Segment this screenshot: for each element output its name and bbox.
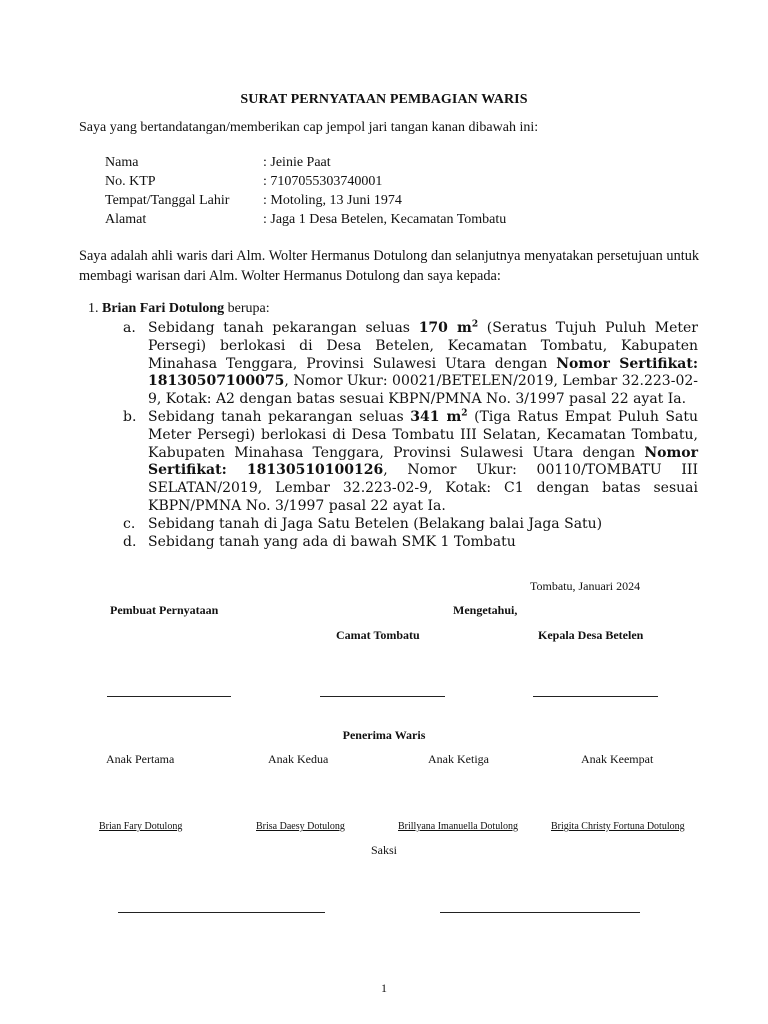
heir-signature-name-1: Brian Fary Dotulong <box>99 821 183 832</box>
area-exponent: 2 <box>461 408 468 419</box>
signature-line-saksi-2 <box>440 912 640 913</box>
signature-line-camat <box>320 696 445 697</box>
intro-sentence: Saya yang bertandatangan/memberikan cap jempol jari tangan kanan dibawah ini: <box>79 120 539 135</box>
identity-label: Nama <box>105 155 139 170</box>
mengetahui-label: Mengetahui, <box>453 603 518 617</box>
saksi-label: Saksi <box>370 843 397 857</box>
identity-label: Tempat/Tanggal Lahir <box>105 193 230 208</box>
identity-label: No. KTP <box>105 174 156 189</box>
item-text: Sebidang tanah pekarangan seluas <box>148 408 411 425</box>
penerima-waris-heading: Penerima Waris <box>342 728 426 742</box>
document-title: SURAT PERNYATAAN PEMBAGIAN WARIS <box>240 92 528 107</box>
heir-signature-name-2: Brisa Daesy Dotulong <box>256 821 345 832</box>
item-text: Sebidang tanah pekarangan seluas <box>148 320 419 336</box>
item-text: (Tiga Ratus Empat Puluh Satu Meter Persegi) berlokasi di Desa Tombatu III Selatan, Kecamatan Tombatu, Kabupaten Minahasa Tenggara, Provinsi Sulawesi Utara dengan <box>148 408 698 461</box>
area-number: 170 m <box>418 320 472 336</box>
signature-line-pembuat <box>107 696 231 697</box>
kepala-desa-label: Kepala Desa Betelen <box>538 628 644 642</box>
inheritance-items <box>123 320 698 551</box>
item-letter: d. <box>123 533 137 550</box>
item-text: , Nomor Ukur: 00021/BETELEN/2019, Lembar 32.223-02-9, Kotak: A2 dengan batas sesuai KBPN/PMNA No. 3/1997 pasal 22 ayat Ia. <box>148 373 698 408</box>
heir-name: Brian Fari Dotulong <box>102 301 225 316</box>
identity-value: : Motoling, 13 Juni 1974 <box>263 193 402 208</box>
certificate-number: Nomor Sertifikat: 18130507100075 <box>148 355 698 390</box>
heir-signature-name-4: Brigita Christy Fortuna Dotulong <box>551 821 685 832</box>
signature-line-kades <box>533 696 658 697</box>
signature-line-saksi-1 <box>118 912 325 913</box>
heir-number: 1. <box>88 301 99 316</box>
heir-1-line <box>88 301 270 317</box>
identity-value: : Jeinie Paat <box>263 155 331 170</box>
item-c <box>123 516 698 534</box>
item-text: (Seratus Tujuh Puluh Meter Persegi) berlokasi di Desa Betelen, Kecamatan Tombatu, Kabupaten Minahasa Tenggara, Provinsi Sulawesi Utara dengan <box>148 320 698 372</box>
camat-label: Camat Tombatu <box>336 628 420 642</box>
item-letter: b. <box>123 408 137 425</box>
item-text: Sebidang tanah yang ada di bawah SMK 1 Tombatu <box>148 533 516 550</box>
child-label-1: Anak Pertama <box>106 752 175 766</box>
child-label-4: Anak Keempat <box>581 752 654 766</box>
item-letter: a. <box>123 320 136 336</box>
item-b <box>123 409 698 516</box>
identity-value: : Jaga 1 Desa Betelen, Kecamatan Tombatu <box>263 212 507 227</box>
area-value <box>410 409 467 425</box>
page-number: 1 <box>381 981 387 995</box>
certificate-number: Nomor Sertifikat: 18130510100126 <box>148 444 698 479</box>
statement-paragraph: Saya adalah ahli waris dari Alm. Wolter Hermanus Dotulong dan selanjutnya menyatakan persetujuan untuk membagi warisan dari Alm. Wolter Hermanus Dotulong dan saya kepada: <box>79 248 699 284</box>
identity-value: : 7107055303740001 <box>263 174 383 189</box>
area-value <box>419 320 478 336</box>
area-exponent: 2 <box>471 319 479 330</box>
item-text: Sebidang tanah di Jaga Satu Betelen (Belakang balai Jaga Satu) <box>148 515 603 532</box>
heir-suffix: berupa: <box>227 301 270 316</box>
child-label-3: Anak Ketiga <box>428 752 489 766</box>
child-label-2: Anak Kedua <box>268 752 329 766</box>
heir-signature-name-3: Brillyana Imanuella Dotulong <box>398 821 518 832</box>
place-date: Tombatu, Januari 2024 <box>530 579 641 593</box>
item-d <box>123 534 698 552</box>
item-a <box>123 320 698 409</box>
item-letter: c. <box>123 515 136 532</box>
pembuat-label: Pembuat Pernyataan <box>110 603 219 617</box>
item-text: , Nomor Ukur: 00110/TOMBATU III SELATAN/2019, Lembar 32.223-02-9, Kotak: C1 dengan batas sesuai KBPN/PMNA No. 3/1997 pasal 22 ayat Ia. <box>148 462 698 514</box>
area-number: 341 m <box>410 408 462 425</box>
identity-label: Alamat <box>105 212 147 227</box>
